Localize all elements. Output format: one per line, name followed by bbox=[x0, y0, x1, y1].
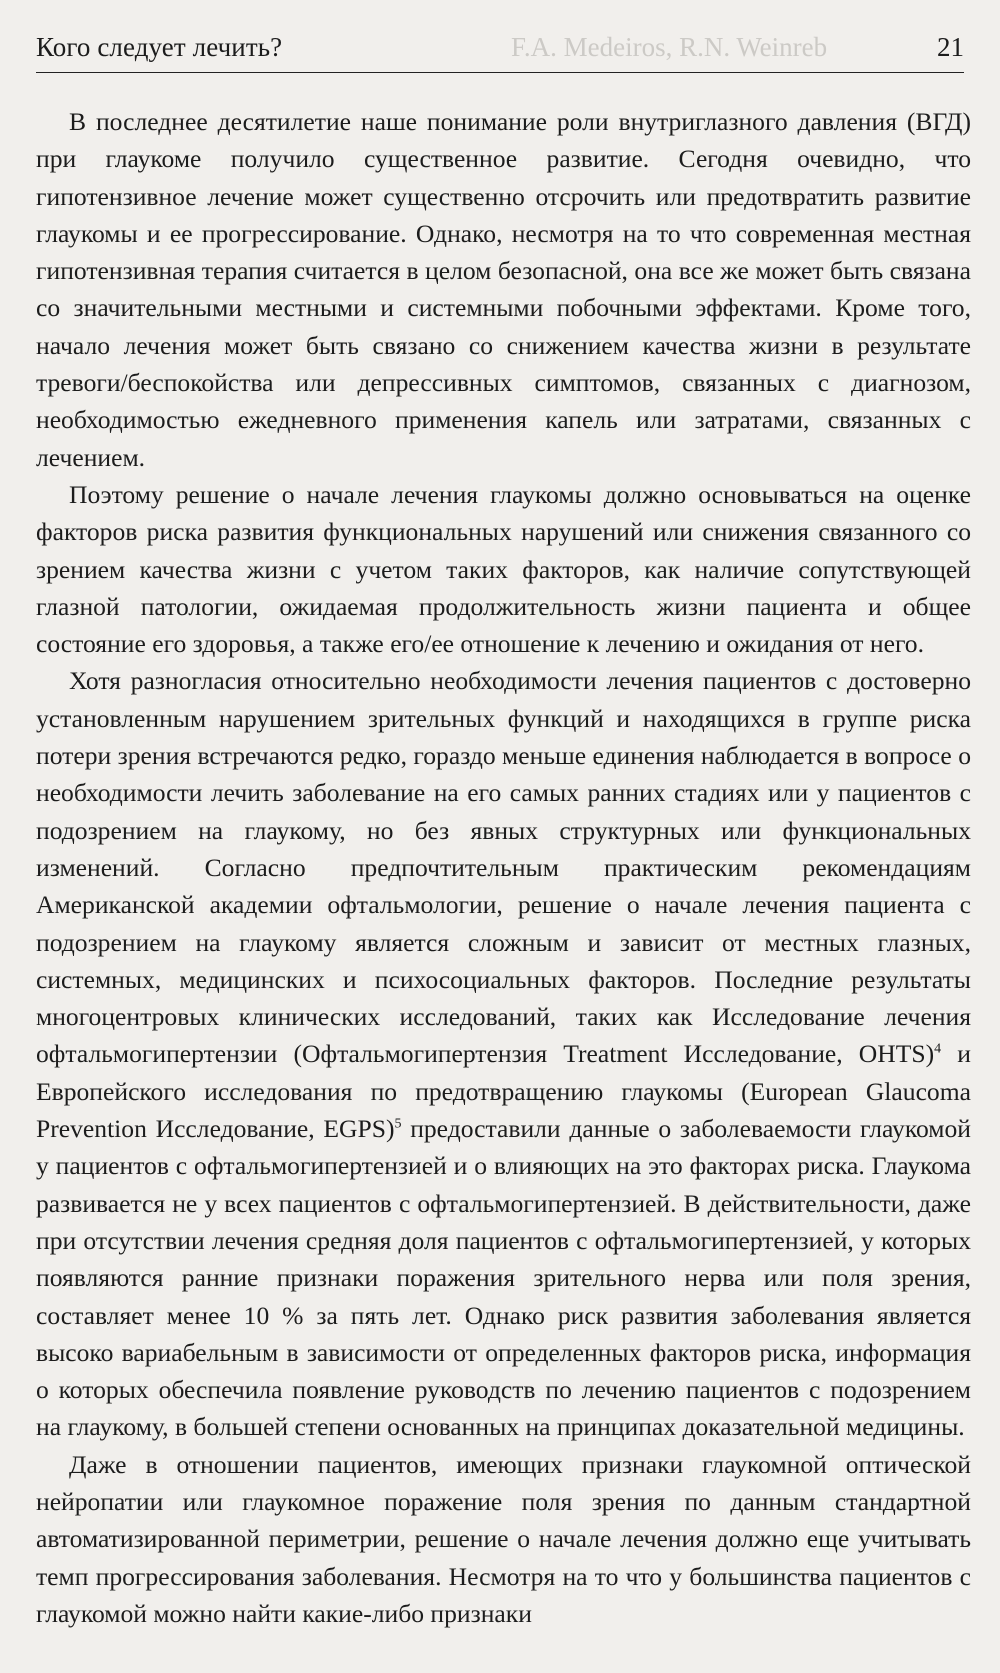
paragraph-3-part-3: предоставили данные о заболеваемости глаукомой у пациентов с офтальмогипертензией и о влияющих на это факторах риска. Глаукома развивается не у всех пациентов с офтальмогипертензией. В действительности, даже при отсутствии лечения средняя доля пациентов с офтальмогипертензией, у которых появляются ранние признаки поражения зрительного нерва или поля зрения, составляет менее 10 % за пять лет. Однако риск развития заболевания является высоко вариабельным в зависимости от определенных факторов риска, информация о которых обеспечила появление руководств по лечению пациентов с подозрением на глаукому, в большей степени основанных на принципах доказательной медицины. bbox=[36, 1114, 971, 1442]
paragraph-4: Даже в отношении пациентов, имеющих признаки глаукомной оптической нейропатии или глаукомное поражение поля зрения по данным стандартной автоматизированной периметрии, решение о начале лечения должно еще учитывать темп прогрессирования заболевания. Несмотря на то что у большинства пациентов с глаукомой можно найти какие-либо признаки bbox=[36, 1449, 971, 1628]
paragraph-2: Поэтому решение о начале лечения глаукомы должно основываться на оценке факторов риска развития функциональных нарушений или снижения связанного со зрением качества жизни с учетом таких факторов, как наличие сопутствующей глазной патологии, ожидаемая продолжительность жизни пациента и общее состояние его здоровья, а также его/ее отношение к лечению и ожидания от него. bbox=[36, 479, 971, 659]
reference-5: 5 bbox=[394, 1116, 402, 1132]
paragraph-3-part-1: Хотя разногласия относительно необходимости лечения пациентов с достоверно установленным нарушением зрительных функций и находящихся в группе риска потери зрения встречаются редко, гораздо меньше единения наблюдается в вопросе о необходимости лечить заболевание на его самых ранних стадиях или у пациентов с подозрением на глаукому, но без явных структурных или функциональных изменений. Согласно предпочтительным практическим рекомендациям Американской академии офтальмологии, решение о начале лечения пациента с подозрением на глаукому является сложным и зависит от местных глазных, системных, медицинских и психосоциальных факторов. Последние результаты многоцентровых клинических исследований, таких как Исследование лечения офтальмогипертензии (Офтальмогипертензия Treatment Исследование, OHTS) bbox=[36, 666, 971, 1069]
paragraph-3 bbox=[36, 662, 971, 1445]
reference-4: 4 bbox=[934, 1041, 942, 1057]
body-text bbox=[36, 103, 971, 1632]
running-header bbox=[36, 28, 964, 73]
bleed-through-text: F.A. Medeiros, R.N. Weinreb bbox=[511, 32, 828, 62]
paragraph-1: В последнее десятилетие наше понимание роли внутриглазного давления (ВГД) при глаукоме получило существенное развитие. Сегодня очевидно, что гипотензивное лечение может существенно отсрочить или предотвратить развитие глаукомы и ее прогрессирование. Однако, несмотря на то что современная местная гипотензивная терапия считается в целом безопасной, она все же может быть связана со значительными местными и системными побочными эффектами. Кроме того, начало лечения может быть связано со снижением качества жизни в результате тревоги/беспокойства или депрессивных симптомов, связанных с диагнозом, необходимостью ежедневного применения капель или затратами, связанных с лечением. bbox=[36, 107, 971, 472]
paragraph-3-part-2: и Европейского исследования по предотвращению глаукомы (European Glaucoma Prevention Исследование, EGPS) bbox=[36, 1039, 971, 1144]
page-number: 21 bbox=[937, 32, 964, 62]
chapter-title: Кого следует лечить? bbox=[36, 32, 283, 62]
